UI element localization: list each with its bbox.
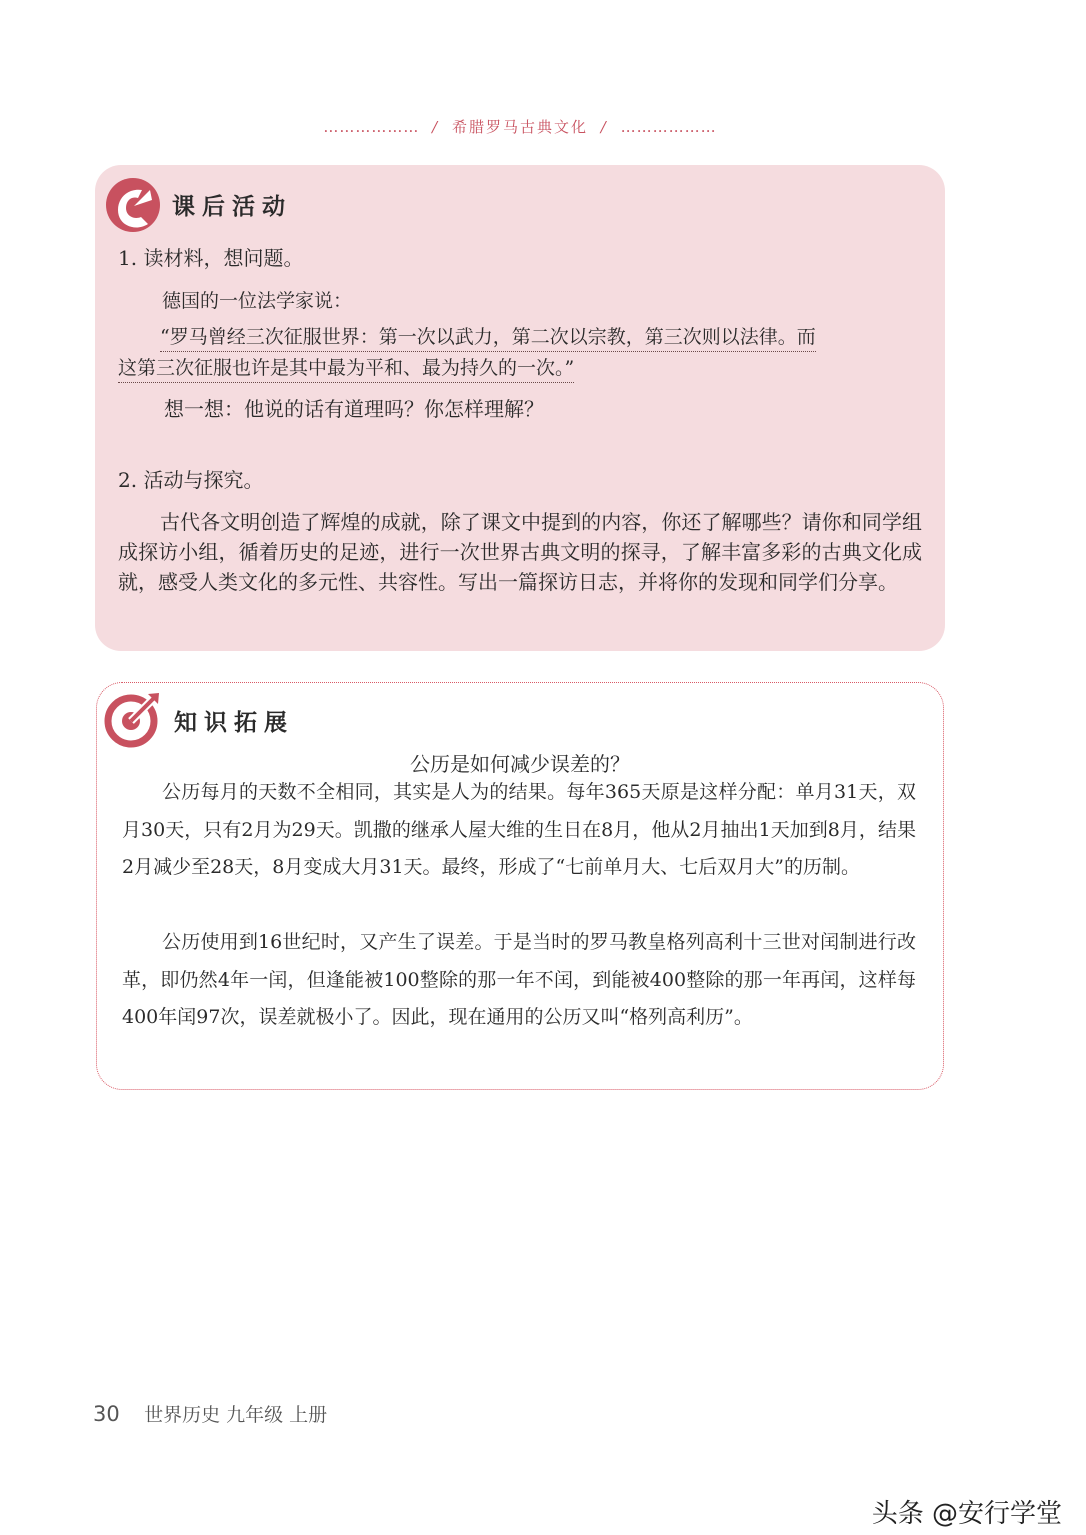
running-head-slash: / (600, 118, 608, 136)
target-arrow-icon (104, 690, 162, 748)
knowledge-paragraph-2: 公历使用到16世纪时，又产生了误差。于是当时的罗马教皇格列高利十三世对闰制进行改革，即仍然4年一闰，但逢能被100整除的那一年不闰，到能被400整除的那一年再闰，这样每400年闰97次，误差就极小了。因此，现在通用的公历又叫“格列高利历”。 (122, 931, 916, 1028)
question-2-body: 古代各文明创造了辉煌的成就，除了课文中提到的内容，你还了解哪些？请你和同学组成探访小组，循着历史的足迹，进行一次世界古典文明的探寻，了解丰富多彩的古典文化成就，感受人类文化的多元性、共容性。写出一篇探访日志，并将你的发现和同学们分享。 (118, 510, 922, 594)
page-number: 30 (93, 1402, 120, 1426)
running-head-slash: / (432, 118, 440, 136)
book-title: 世界历史 九年级 上册 (144, 1404, 328, 1426)
running-head-dots-right: ……………… (620, 118, 717, 136)
question-1-think: 想一想：他说的话有道理吗？你怎样理解？ (164, 397, 544, 421)
question-1-quote-line-2: 这第三次征服也许是其中最为平和、最为持久的一次。” (118, 353, 574, 383)
running-head (0, 116, 1040, 137)
knowledge-title: 知识拓展 (174, 710, 294, 736)
knowledge-paragraph-1: 公历每月的天数不全相同，其实是人为的结果。每年365天原是这样分配：单月31天，双月30天，只有2月为29天。凯撒的继承人屋大维的生日在8月，他从2月抽出1天加到8月，结果2月减少至28天，8月变成大月31天。最终，形成了“七前单月大、七后双月大”的历制。 (122, 781, 916, 878)
activity-emblem-icon (104, 176, 162, 234)
knowledge-subtitle: 公历是如何减少误差的？ (410, 752, 630, 776)
question-1-heading: 1. 读材料，想问题。 (118, 246, 304, 270)
watermark: 头条 @安行学堂 (871, 1499, 1062, 1529)
page-footer (93, 1400, 327, 1427)
question-1-quote-line-1: “罗马曾经三次征服世界：第一次以武力，第二次以宗教，第三次则以法律。而 (160, 322, 816, 352)
activity-title: 课后活动 (172, 194, 292, 220)
running-head-title: 希腊罗马古典文化 (451, 118, 588, 136)
running-head-dots-left: ……………… (323, 118, 420, 136)
question-2-heading: 2. 活动与探究。 (118, 468, 264, 492)
question-1-intro: 德国的一位法学家说： (162, 290, 353, 312)
